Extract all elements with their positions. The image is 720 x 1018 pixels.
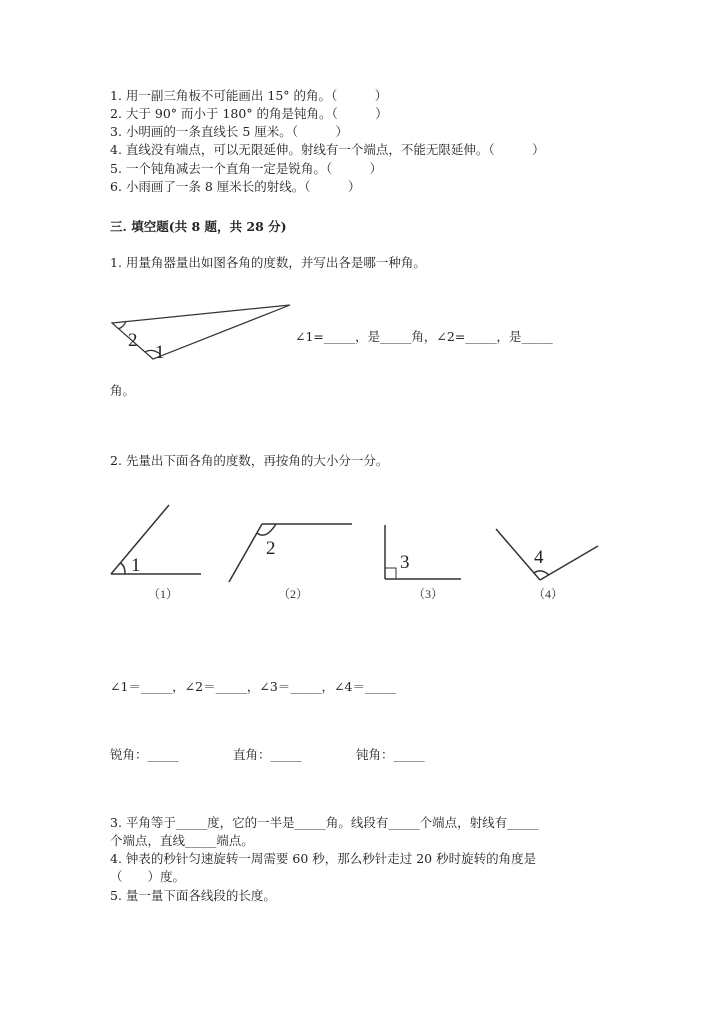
judgement-item-5: 5. 一个钝角减去一个直角一定是锐角。（ ） bbox=[110, 161, 383, 176]
caption-4: （4） bbox=[533, 587, 564, 601]
q3-line-1: 3. 平角等于_____度，它的一半是_____角。线段有_____个端点，射线有_____ bbox=[110, 815, 539, 830]
q5-text: 5. 量一量下面各线段的长度。 bbox=[110, 888, 276, 903]
caption-1: （1） bbox=[148, 587, 179, 601]
triangle-figure bbox=[112, 305, 290, 359]
q1-answer-continued: 角。 bbox=[110, 383, 136, 398]
q1-text: 1. 用量角器量出如图各角的度数，并写出各是哪一种角。 bbox=[110, 255, 426, 270]
angle-label-2: 2 bbox=[266, 538, 276, 559]
judgement-item-4: 4. 直线没有端点，可以无限延伸。射线有一个端点，不能无限延伸。（ ） bbox=[110, 142, 545, 157]
judgement-item-1: 1. 用一副三角板不可能画出 15° 的角。（ ） bbox=[110, 88, 388, 103]
judgement-item-3: 3. 小明画的一条直线长 5 厘米。（ ） bbox=[110, 124, 349, 139]
q3-line-2: 个端点，直线_____端点。 bbox=[110, 833, 254, 848]
q2-text: 2. 先量出下面各角的度数，再按角的大小分一分。 bbox=[110, 453, 389, 468]
section-title: 三. 填空题(共 8 题，共 28 分) bbox=[110, 219, 287, 234]
triangle-angle-label-1: 1 bbox=[155, 342, 165, 363]
q1-answer-line: ∠1=_____，是_____角，∠2=_____，是_____ bbox=[295, 329, 553, 344]
angle-label-1: 1 bbox=[131, 555, 141, 576]
angle-label-4: 4 bbox=[534, 547, 544, 568]
classify-acute: 锐角：_____ bbox=[110, 747, 179, 762]
judgement-item-2: 2. 大于 90° 而小于 180° 的角是钝角。（ ） bbox=[110, 106, 388, 121]
angle-figure-3 bbox=[385, 525, 461, 579]
q4-line-1: 4. 钟表的秒针匀速旋转一周需要 60 秒，那么秒针走过 20 秒时旋转的角度是 bbox=[110, 851, 537, 866]
caption-2: （2） bbox=[278, 587, 309, 601]
angle-label-3: 3 bbox=[400, 552, 410, 573]
classify-obtuse: 钝角：_____ bbox=[356, 747, 425, 762]
judgement-item-6: 6. 小雨画了一条 8 厘米长的射线。（ ） bbox=[110, 179, 361, 194]
angle-figure-2 bbox=[229, 524, 352, 582]
q4-line-2: （ ）度。 bbox=[110, 869, 186, 884]
triangle-angle-label-2: 2 bbox=[128, 330, 138, 351]
caption-3: （3） bbox=[413, 587, 444, 601]
q2-measure-line: ∠1＝_____，∠2＝_____，∠3＝_____，∠4＝_____ bbox=[110, 679, 397, 694]
angle-figure-1 bbox=[111, 505, 201, 574]
classify-right: 直角：_____ bbox=[233, 747, 302, 762]
angle-figure-4 bbox=[496, 529, 598, 580]
